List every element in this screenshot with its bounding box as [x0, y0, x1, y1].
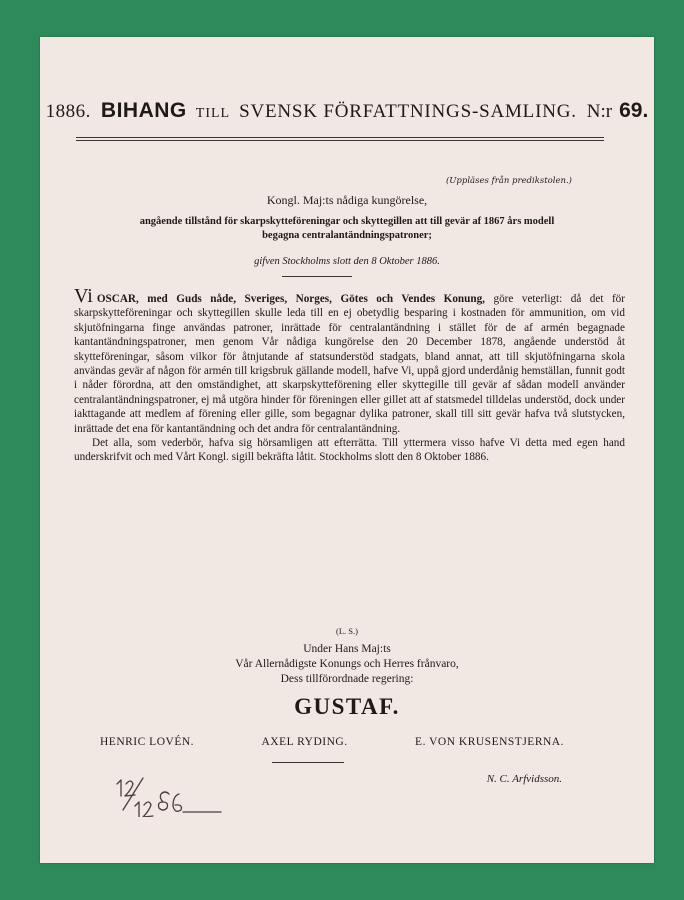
header-rule — [76, 137, 604, 138]
header-number: 69. — [619, 99, 649, 122]
regency-line: Dess tillförordnade regering: — [280, 673, 414, 685]
header-title: SVENSK FÖRFATTNINGS-SAMLING. — [239, 101, 577, 122]
subject-line: angående tillstånd för skarpskytteföreningar och skyttegillen att till gevär af 1867 års modell — [139, 216, 555, 227]
header-bihang: BIHANG — [100, 99, 187, 122]
regency-line: Vår Allernådigste Konungs och Herres frånvaro, — [235, 658, 459, 670]
initial-vi: Vi — [74, 285, 93, 307]
minister-name: HENRIC LOVÉN. — [100, 736, 195, 748]
seal-mark: (L. S.) — [336, 626, 358, 636]
handwritten-date-note — [113, 772, 223, 817]
publication-header — [40, 99, 654, 135]
decree-intro: Kongl. Maj:ts nådiga kungörelse, — [266, 193, 428, 207]
body-paragraph-2: Det alla, som vederbör, hafva sig hörsamligen att efterrätta. Till yttermera visso hafve Vi detta med egen hand underskrifvit och med Vårt Kongl. sigill bekräfta låtit. Stockholms slott den 8 Oktober 1886. — [74, 437, 625, 464]
decree-subject — [40, 215, 654, 243]
header-till: TILL — [195, 106, 231, 121]
header-rule-double — [76, 140, 604, 141]
minister-name: AXEL RYDING. — [261, 736, 348, 748]
header-year: 1886. — [45, 101, 91, 122]
document-page — [40, 37, 654, 863]
regency-lines — [40, 642, 654, 687]
royal-title: OSCAR, med Guds nåde, Sveriges, Norges, Götes och Vendes Konung, — [96, 293, 485, 305]
regency-line: Under Hans Maj:ts — [303, 643, 391, 655]
divider — [272, 762, 344, 763]
decree-body — [74, 285, 625, 465]
reading-note: (Uppläses från predikstolen.) — [445, 176, 572, 186]
minister-signatures — [100, 736, 564, 748]
royal-signature: GUSTAF. — [294, 694, 400, 719]
divider — [282, 276, 352, 277]
minister-name: E. VON KRUSENSTJERNA. — [415, 736, 564, 748]
subject-line: begagna centralantändningspatroner; — [262, 230, 432, 241]
header-number-prefix: N:r — [586, 101, 613, 122]
body-opening — [74, 285, 625, 436]
decree-given: gifven Stockholms slott den 8 Oktober 1886. — [254, 256, 440, 267]
body-paragraph-1: göre veterligt: då det för skarpskytteföreningar och skyttegillen skulle leda till en ej obetydlig besparing i kostnaden för ammunition, om vid skjutöfningarna finge användas patroner, inrättade för centralantändning i stället för de af armén begagnade kantantändningspatroner, men genom Vår nådiga kungörelse den 20 December 1878, angående understöd åt skytteföreningar, såsom vilkor för åtnjutande af statsunderstöd stadgats, bland annat, att till skjutöfningarna skola användas gevär af någon för armén till krigsbruk gällande modell, hafve Vi, uppå gjord underdånig hemställan, funnit godt i nåder förordna, att den omständighet, att skarpskytteförening eller skyttegille till gevär af sådan modell använder centralantändningspatroner, ej må utgöra hinder för föreningen eller gillet att af statsmedel tilldelas understöd, dock under iakttagande att medlem af förening eller gille, som begagnar dylika patroner, skall till sitt gevär hafva två slutstycken, inrättade det ena för kantantändning och det andra för centralantändning. — [74, 293, 625, 435]
secretary-signature: N. C. Arfvidsson. — [486, 773, 562, 785]
